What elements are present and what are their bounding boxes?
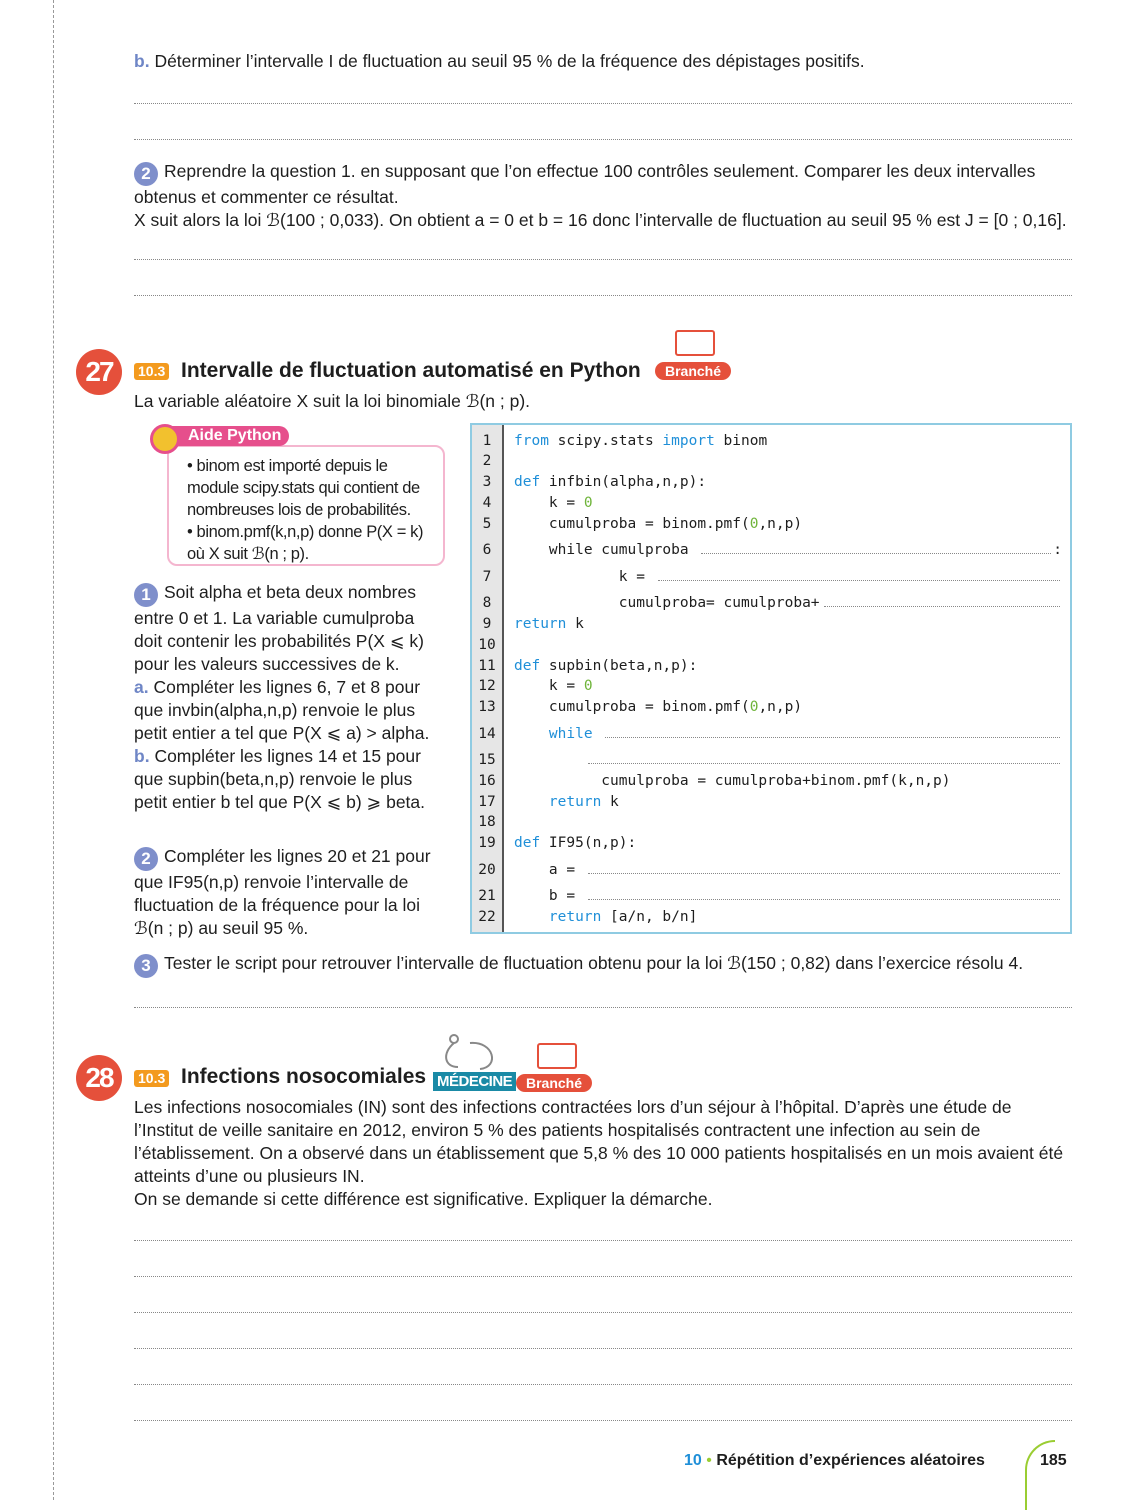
code-text: ,n,p) bbox=[758, 516, 803, 532]
aide-line: • binom est importé depuis le module scipy.stats qui contient de nombreuses lois de probabilités. bbox=[187, 457, 420, 519]
fill-in-blank[interactable] bbox=[824, 595, 1060, 607]
code-keyword: return bbox=[514, 794, 602, 810]
code-number: 0 bbox=[583, 678, 593, 694]
keyboard-icon bbox=[675, 330, 715, 356]
line-number: 3 bbox=[482, 474, 492, 490]
code-line bbox=[514, 658, 1062, 674]
line-number: 11 bbox=[478, 658, 496, 674]
chapter-title: Répétition d’expériences aléatoires bbox=[716, 1452, 985, 1469]
answer-line bbox=[134, 259, 1072, 260]
answer-line bbox=[134, 1348, 1072, 1349]
code-line bbox=[514, 773, 1062, 789]
question-1b bbox=[134, 50, 1074, 73]
code-number: 0 bbox=[749, 699, 759, 715]
line-number: 15 bbox=[478, 752, 496, 768]
code-text: k bbox=[566, 616, 584, 632]
code-keyword: def bbox=[514, 658, 541, 674]
line-number: 22 bbox=[478, 909, 496, 925]
code-line bbox=[514, 433, 1062, 449]
question-2 bbox=[134, 160, 1074, 232]
code-text: cumulproba = binom.pmf( bbox=[514, 516, 750, 532]
skill-badge: 10.3 bbox=[134, 1070, 169, 1087]
line-number: 4 bbox=[482, 495, 492, 511]
code-text: while cumulproba bbox=[514, 542, 698, 558]
code-line bbox=[514, 909, 1062, 925]
code-text: binom bbox=[714, 433, 768, 449]
code-keyword: from bbox=[514, 433, 549, 449]
question-number: 2 bbox=[134, 847, 158, 871]
code-number: 0 bbox=[749, 516, 759, 532]
line-number: 14 bbox=[478, 726, 496, 742]
fill-in-blank[interactable] bbox=[605, 726, 1060, 738]
ex28-text bbox=[134, 1096, 1074, 1211]
code-line bbox=[514, 678, 1062, 694]
question-number: 2 bbox=[134, 162, 158, 186]
code-text: k bbox=[601, 794, 619, 810]
skill-badge: 10.3 bbox=[134, 363, 169, 380]
code-text: cumulproba = cumulproba+binom.pmf(k,n,p) bbox=[514, 773, 951, 789]
code-line bbox=[514, 888, 1062, 904]
code-text: : bbox=[1053, 542, 1062, 558]
code-text: k = bbox=[514, 569, 654, 585]
question-number: 1 bbox=[134, 583, 158, 607]
label: a. bbox=[134, 677, 149, 697]
stethoscope-icon bbox=[440, 1033, 500, 1073]
line-number: 17 bbox=[478, 794, 496, 810]
code-line bbox=[514, 794, 1062, 810]
python-code-block bbox=[470, 423, 1072, 934]
answer-line bbox=[134, 1276, 1072, 1277]
code-text: infbin(alpha,n,p): bbox=[540, 474, 707, 490]
code-line bbox=[514, 516, 1062, 532]
code-text: cumulproba= cumulproba+ bbox=[514, 595, 820, 611]
code-text: IF95(n,p): bbox=[540, 835, 637, 851]
answer-line bbox=[134, 103, 1072, 104]
label: b. bbox=[134, 51, 150, 71]
code-text: k = bbox=[514, 678, 584, 694]
aide-line: • binom.pmf(k,n,p) donne P(X = k) où X suit ℬ(n ; p). bbox=[187, 523, 424, 563]
branche-tag: Branché bbox=[516, 1074, 592, 1092]
answer-line bbox=[134, 1420, 1072, 1421]
code-line bbox=[514, 569, 1062, 585]
code-keyword: return bbox=[514, 909, 602, 925]
answer-line bbox=[134, 1312, 1072, 1313]
question-text: Compléter les lignes 14 et 15 pour que supbin(beta,n,p) renvoie le plus petit entier b tel que P(X ⩽ b) ⩾ beta. bbox=[134, 746, 426, 812]
line-number: 2 bbox=[482, 453, 492, 469]
page-number: 185 bbox=[1040, 1452, 1067, 1469]
code-text: [a/n, b/n] bbox=[601, 909, 698, 925]
line-number: 6 bbox=[482, 542, 492, 558]
fill-in-blank[interactable] bbox=[658, 569, 1060, 581]
lightbulb-icon bbox=[150, 424, 180, 454]
question-text: On se demande si cette différence est significative. Expliquer la démarche. bbox=[134, 1189, 713, 1209]
chapter-number: 10 bbox=[684, 1452, 702, 1469]
line-number: 8 bbox=[482, 595, 492, 611]
code-text: supbin(beta,n,p): bbox=[540, 658, 698, 674]
code-keyword: return bbox=[514, 616, 567, 632]
line-number: 10 bbox=[478, 637, 496, 653]
answer-line bbox=[134, 139, 1072, 140]
exercise-title: Infections nosocomiales bbox=[181, 1065, 427, 1088]
line-number: 21 bbox=[478, 888, 496, 904]
question-text: Compléter les lignes 20 et 21 pour que IF95(n,p) renvoie l’intervalle de fluctuation de la fréquence pour la loi ℬ(n ; p) au seuil 95 %. bbox=[134, 846, 431, 938]
exercise-text: Les infections nosocomiales (IN) sont des infections contractées lors d’un séjour à l’hôpital. D’après une étude de l’Institut de veille sanitaire en 2012, environ 5 % des patients hospitalisés contractent une infection au sein de l’établissement. On a observé dans un établissement que 5,8 % des 10 000 patients hospitalisés en un mois avaient été atteints d’une ou plusieurs IN. bbox=[134, 1097, 1064, 1186]
keyboard-icon bbox=[537, 1043, 577, 1069]
line-number: 20 bbox=[478, 862, 496, 878]
code-text: scipy.stats bbox=[548, 433, 663, 449]
code-text: a = bbox=[514, 862, 584, 878]
code-keyword: while bbox=[514, 726, 593, 742]
exercise-intro: La variable aléatoire X suit la loi binomiale ℬ(n ; p). bbox=[134, 391, 531, 411]
answer-line bbox=[134, 1240, 1072, 1241]
code-text: b = bbox=[514, 888, 584, 904]
code-text bbox=[593, 726, 602, 742]
code-text: ,n,p) bbox=[758, 699, 803, 715]
aide-python-title: Aide Python bbox=[152, 426, 289, 446]
line-number: 19 bbox=[478, 835, 496, 851]
answer-line bbox=[134, 1384, 1072, 1385]
fill-in-blank[interactable] bbox=[701, 542, 1051, 554]
medecine-tag: MÉDECINE bbox=[433, 1072, 516, 1091]
answer-line bbox=[134, 295, 1072, 296]
line-number: 16 bbox=[478, 773, 496, 789]
footer-chapter bbox=[684, 1452, 985, 1470]
fill-in-blank[interactable] bbox=[588, 752, 1060, 764]
line-number: 5 bbox=[482, 516, 492, 532]
exercise-number: 27 bbox=[76, 349, 122, 395]
question-text: Reprendre la question 1. en supposant que l’on effectue 100 contrôles seulement. Comparer les deux intervalles obtenus et commenter ce résultat. bbox=[134, 161, 1036, 207]
code-line bbox=[514, 495, 1062, 511]
code-line bbox=[514, 752, 1062, 768]
code-line bbox=[514, 835, 1062, 851]
question-text: Soit alpha et beta deux nombres entre 0 et 1. La variable cumulproba doit contenir les probabilités P(X ⩽ k) pour les valeurs successives de k. bbox=[134, 582, 424, 674]
code-text bbox=[514, 752, 584, 768]
line-number: 9 bbox=[482, 616, 492, 632]
code-number: 0 bbox=[583, 495, 593, 511]
code-line bbox=[514, 726, 1062, 742]
exercise-number: 28 bbox=[76, 1055, 122, 1101]
question-number: 3 bbox=[134, 954, 158, 978]
ex27-question-2 bbox=[134, 845, 444, 940]
code-text: k = bbox=[514, 495, 584, 511]
branche-tag: Branché bbox=[655, 362, 731, 380]
exercise-title: Intervalle de fluctuation automatisé en Python bbox=[181, 359, 641, 382]
aide-python-box bbox=[167, 445, 445, 566]
code-keyword: def bbox=[514, 474, 541, 490]
code-line bbox=[514, 862, 1062, 878]
fill-in-blank[interactable] bbox=[588, 888, 1060, 900]
code-line bbox=[514, 474, 1062, 490]
ex27-question-1 bbox=[134, 581, 444, 814]
answer-text: X suit alors la loi ℬ(100 ; 0,033). On obtient a = 0 et b = 16 donc l’intervalle de fluctuation au seuil 95 % est J = [0 ; 0,16]. bbox=[134, 210, 1067, 230]
line-number: 7 bbox=[482, 569, 492, 585]
code-line bbox=[514, 542, 1062, 558]
line-number: 13 bbox=[478, 699, 496, 715]
line-number: 12 bbox=[478, 678, 496, 694]
question-text: Déterminer l’intervalle I de fluctuation au seuil 95 % de la fréquence des dépistages positifs. bbox=[154, 51, 865, 71]
separator: • bbox=[706, 1452, 712, 1469]
ex27-question-3 bbox=[134, 952, 1074, 978]
code-keyword: def bbox=[514, 835, 541, 851]
answer-line bbox=[134, 1007, 1072, 1008]
line-number: 18 bbox=[478, 814, 496, 830]
question-text: Compléter les lignes 6, 7 et 8 pour que invbin(alpha,n,p) renvoie le plus petit entier a tel que P(X ⩽ a) > alpha. bbox=[134, 677, 430, 743]
fill-in-blank[interactable] bbox=[588, 862, 1060, 874]
margin-cut-line bbox=[53, 0, 54, 1500]
line-number: 1 bbox=[482, 433, 492, 449]
code-line bbox=[514, 595, 1062, 611]
code-text: cumulproba = binom.pmf( bbox=[514, 699, 750, 715]
question-text: Tester le script pour retrouver l’intervalle de fluctuation obtenu pour la loi ℬ(150 ; 0,82) dans l’exercice résolu 4. bbox=[164, 953, 1024, 973]
code-line bbox=[514, 699, 1062, 715]
code-line bbox=[514, 616, 1062, 632]
code-keyword: import bbox=[662, 433, 715, 449]
label: b. bbox=[134, 746, 150, 766]
